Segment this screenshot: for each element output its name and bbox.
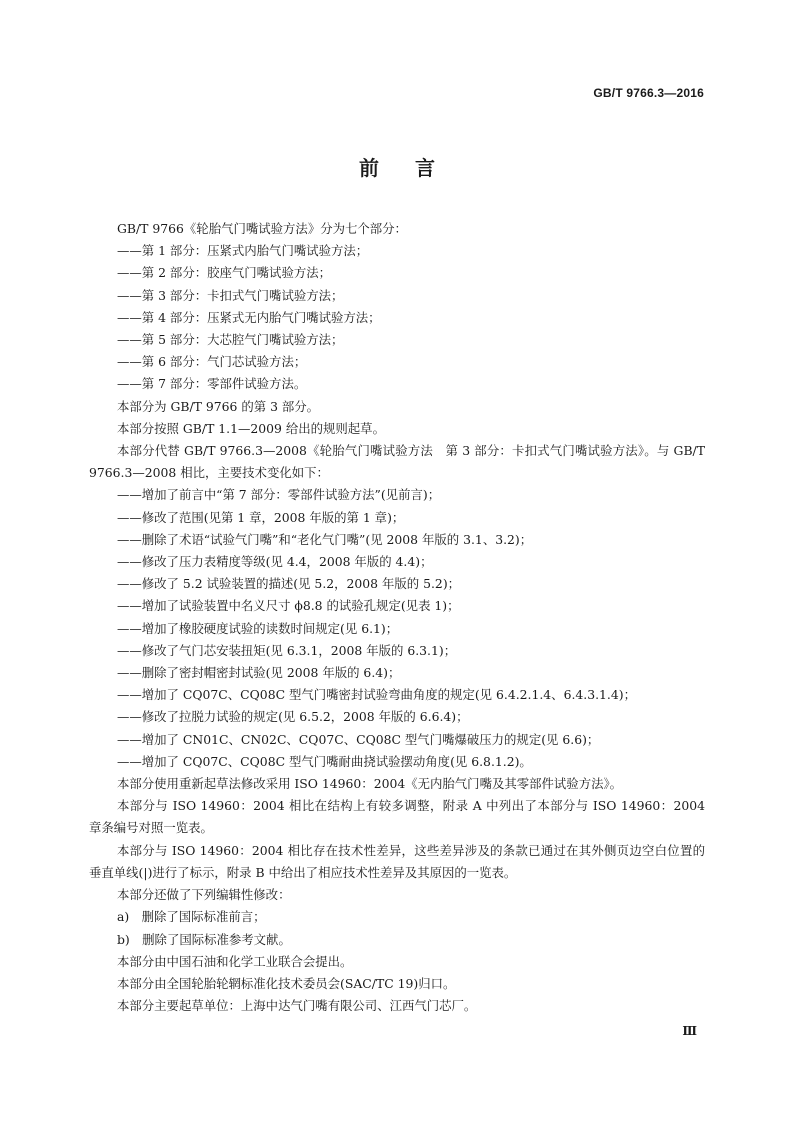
document-body	[89, 218, 705, 1017]
standard-code: GB/T 9766.3—2016	[593, 86, 704, 100]
list-item: ——第 5 部分：大芯腔气门嘴试验方法；	[117, 332, 344, 348]
page-number: Ⅲ	[682, 1024, 697, 1038]
list-item: ——增加了试验装置中名义尺寸 ϕ8.8 的试验孔规定(见表 1)；	[117, 598, 460, 614]
paragraph: 本部分还做了下列编辑性修改：	[117, 887, 291, 903]
paragraph: 本部分由全国轮胎轮辋标准化技术委员会(SAC/TC 19)归口。	[117, 975, 456, 991]
list-item: ——第 4 部分：压紧式无内胎气门嘴试验方法；	[117, 309, 381, 325]
paragraph: 本部分主要起草单位：上海中达气门嘴有限公司、江西气门芯厂。	[117, 998, 477, 1014]
enum-item: a) 删除了国际标准前言；	[117, 909, 266, 925]
paragraph: 本部分按照 GB/T 1.1—2009 给出的规则起草。	[117, 420, 385, 436]
list-item: ——增加了橡胶硬度试验的读数时间规定(见 6.1)；	[117, 620, 399, 636]
list-item: ——修改了拉脱力试验的规定(见 6.5.2，2008 年版的 6.6.4)；	[117, 709, 469, 725]
list-item: ——修改了压力表精度等级(见 4.4，2008 年版的 4.4)；	[117, 554, 433, 570]
page-title: 前言	[359, 156, 471, 180]
list-item: ——第 6 部分：气门芯试验方法；	[117, 354, 307, 370]
enum-item: b) 删除了国际标准参考文献。	[117, 931, 291, 947]
paragraph: 本部分与 ISO 14960：2004 相比在结构上有较多调整，附录 A 中列出了本部分与 ISO 14960：2004 章条编号对照一览表。	[89, 798, 705, 836]
paragraph: GB/T 9766《轮胎气门嘴试验方法》分为七个部分：	[117, 221, 407, 236]
list-item: ——第 2 部分：胶座气门嘴试验方法；	[117, 265, 332, 281]
paragraph: 本部分与 ISO 14960：2004 相比存在技术性差异，这些差异涉及的条款已通过在其外侧页边空白位置的垂直单线(|)进行了标示，附录 B 中给出了相应技术性差异及其原因的一览表。	[89, 842, 705, 880]
list-item: ——修改了 5.2 试验装置的描述(见 5.2，2008 年版的 5.2)；	[117, 576, 461, 592]
paragraph: 本部分使用重新起草法修改采用 ISO 14960：2004《无内胎气门嘴及其零部件试验方法》。	[117, 776, 623, 792]
list-item: ——修改了范围(见第 1 章，2008 年版的第 1 章)；	[117, 509, 405, 525]
list-item: ——删除了密封帽密封试验(见 2008 年版的 6.4)；	[117, 665, 401, 681]
list-item: ——第 7 部分：零部件试验方法。	[117, 376, 307, 392]
paragraph: 本部分为 GB/T 9766 的第 3 部分。	[117, 398, 320, 414]
list-item: ——修改了气门芯安装扭矩(见 6.3.1，2008 年版的 6.3.1)；	[117, 642, 457, 658]
list-item: ——增加了 CQ07C、CQ08C 型气门嘴密封试验弯曲角度的规定(见 6.4.2.1.4、6.4.3.1.4)；	[117, 687, 636, 703]
list-item: ——增加了前言中“第 7 部分：零部件试验方法”(见前言)；	[117, 487, 441, 503]
list-item: ——删除了术语“试验气门嘴”和“老化气门嘴”(见 2008 年版的 3.1、3.2)；	[117, 531, 533, 547]
list-item: ——增加了 CN01C、CN02C、CQ07C、CQ08C 型气门嘴爆破压力的规定(见 6.6)；	[117, 731, 600, 747]
list-item: ——第 3 部分：卡扣式气门嘴试验方法；	[117, 287, 344, 303]
list-item: ——增加了 CQ07C、CQ08C 型气门嘴耐曲挠试验摆动角度(见 6.8.1.2)。	[117, 753, 532, 769]
list-item: ——第 1 部分：压紧式内胎气门嘴试验方法；	[117, 243, 369, 259]
paragraph: 本部分由中国石油和化学工业联合会提出。	[117, 953, 353, 969]
paragraph: 本部分代替 GB/T 9766.3—2008《轮胎气门嘴试验方法 第 3 部分：卡扣式气门嘴试验方法》。与 GB/T 9766.3—2008 相比，主要技术变化如下：	[89, 443, 705, 481]
